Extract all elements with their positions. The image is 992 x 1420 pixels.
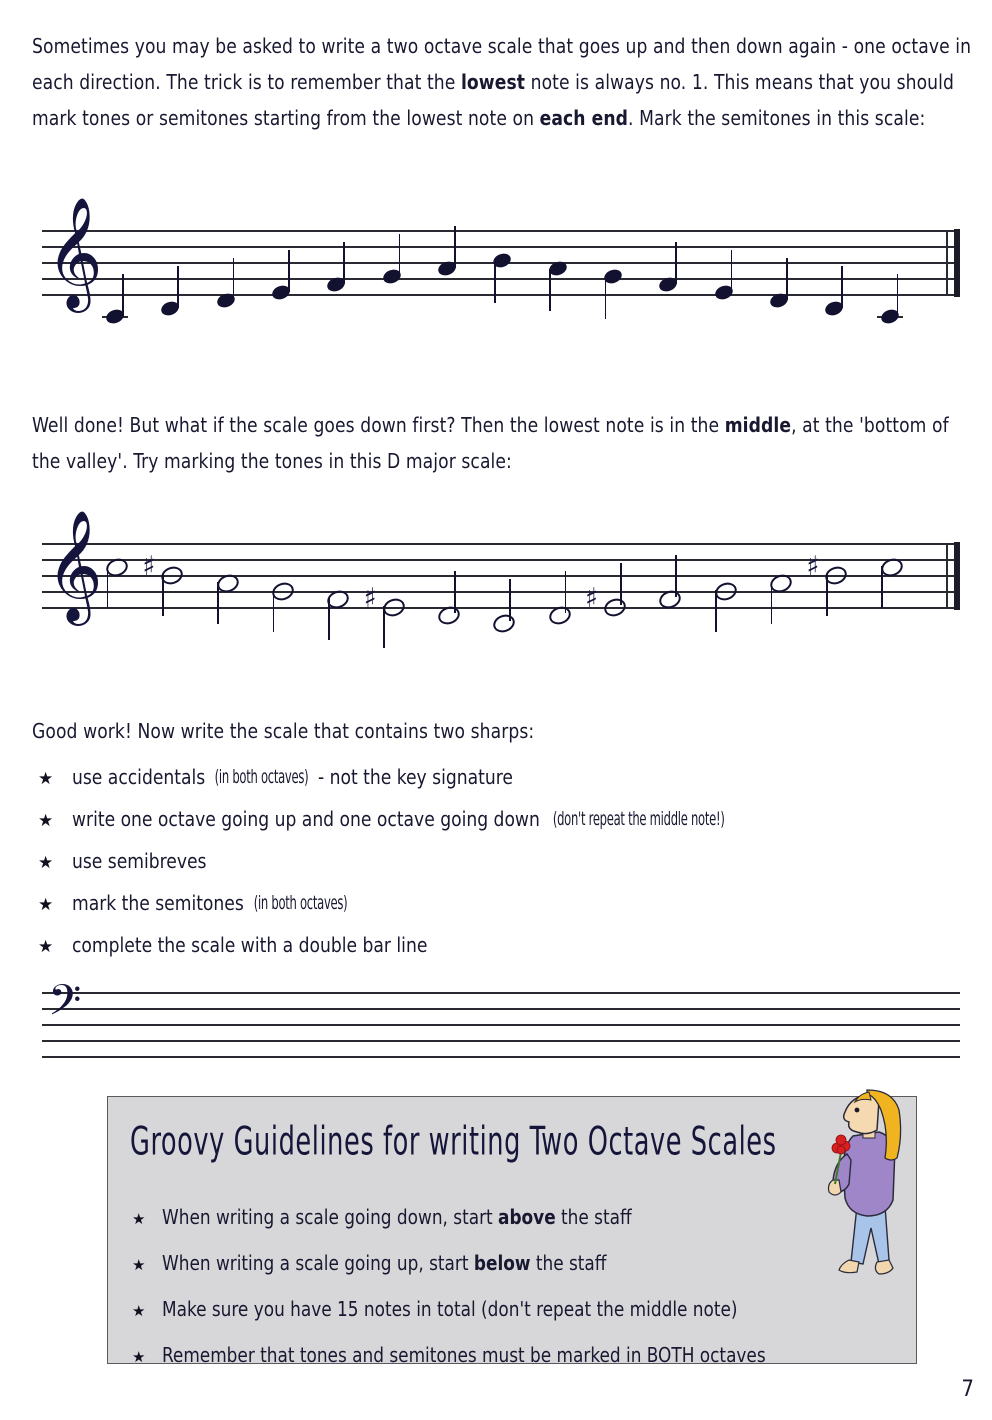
star-bullet-icon: ★ bbox=[38, 937, 54, 956]
staff-line bbox=[42, 294, 960, 296]
music-staff-answer-blank[interactable] bbox=[42, 976, 960, 1054]
bullet-main-text: use semibreves bbox=[72, 849, 207, 873]
task-bullet-label bbox=[72, 849, 207, 873]
note-stem bbox=[454, 226, 456, 268]
bullet-main-text: mark the semitones bbox=[72, 891, 250, 915]
barline-thin bbox=[946, 230, 948, 296]
note-stem bbox=[288, 250, 290, 292]
bullet-aside-note: (don't repeat the middle note!) bbox=[552, 807, 725, 830]
task-instruction-paragraph bbox=[32, 713, 971, 749]
note-stem bbox=[826, 574, 828, 616]
sharp-accidental-icon: ♯ bbox=[585, 583, 599, 614]
note-stem bbox=[731, 250, 733, 292]
treble-clef-icon: 𝄞 bbox=[46, 509, 103, 621]
note-stem bbox=[162, 574, 164, 616]
guideline-emphasis: below bbox=[473, 1251, 531, 1275]
guideline-text: Make sure you have 15 notes in total (don't repeat the middle note) bbox=[162, 1297, 738, 1321]
note-stem bbox=[233, 258, 235, 300]
notehead bbox=[491, 612, 517, 635]
note-stem bbox=[771, 582, 773, 624]
star-bullet-icon: ★ bbox=[38, 895, 54, 914]
guideline-emphasis: above bbox=[498, 1205, 556, 1229]
bullet-aside-note: (in both octaves) bbox=[253, 891, 348, 914]
intro-text-run-1: lowest bbox=[460, 70, 526, 94]
sharp-accidental-icon: ♯ bbox=[806, 551, 820, 582]
staff-lines bbox=[42, 196, 960, 310]
note-stem bbox=[217, 582, 219, 624]
intro-text-run-4: . Mark the semitones in this scale: bbox=[628, 106, 926, 130]
note-stem bbox=[881, 566, 883, 608]
intro-text-run-3: each end bbox=[539, 106, 629, 130]
bullet-main-text: write one octave going up and one octave going down bbox=[72, 807, 546, 831]
bullet-main-text: - not the key signature bbox=[312, 765, 513, 789]
note-stem bbox=[620, 563, 622, 605]
guideline-bullet-label bbox=[162, 1205, 632, 1229]
barline-thick bbox=[954, 229, 960, 297]
star-bullet-icon: ★ bbox=[38, 811, 54, 830]
guideline-bullet-label bbox=[162, 1297, 738, 1321]
task-bullet-list bbox=[32, 765, 992, 975]
note-stem bbox=[343, 242, 345, 284]
staff-line bbox=[42, 992, 960, 994]
note-stem bbox=[122, 274, 124, 316]
task-bullet-label bbox=[72, 891, 351, 915]
note-stem bbox=[383, 606, 385, 648]
note-stem bbox=[107, 566, 109, 608]
note-stem bbox=[509, 579, 511, 621]
second-text-run-2: , at the 'bottom of the valley'. Try marking the tones in this D major scale: bbox=[32, 413, 949, 473]
staff-line bbox=[42, 1008, 960, 1010]
staff-lines bbox=[42, 976, 960, 1054]
guidelines-title: Groovy Guidelines for writing Two Octave Scales bbox=[130, 1119, 777, 1166]
staff-lines bbox=[42, 509, 960, 623]
staff-line bbox=[42, 1056, 960, 1058]
note-stem bbox=[675, 555, 677, 597]
guideline-bullet-item bbox=[132, 1205, 892, 1251]
second-paragraph bbox=[32, 407, 971, 479]
note-stem bbox=[565, 571, 567, 613]
task-bullet-label bbox=[72, 807, 732, 831]
guideline-bullet-item bbox=[132, 1343, 892, 1389]
sharp-accidental-icon: ♯ bbox=[363, 583, 377, 614]
guideline-text: When writing a scale going up, start bbox=[162, 1251, 474, 1275]
music-staff-d-major bbox=[42, 509, 960, 623]
barline-thick bbox=[954, 542, 960, 610]
bullet-main-text: complete the scale with a double bar line bbox=[72, 933, 428, 957]
guideline-bullet-item bbox=[132, 1251, 892, 1297]
note-stem bbox=[494, 261, 496, 303]
star-bullet-icon: ★ bbox=[38, 853, 54, 872]
task-bullet-label bbox=[72, 765, 513, 789]
task-text-run-0: Good work! Now write the scale that contains two sharps: bbox=[32, 719, 535, 743]
intro-text-run-2: note is always no. 1. This means that you should mark tones or semitones starting from the lowest note on bbox=[32, 70, 954, 130]
task-bullet-item bbox=[32, 765, 992, 807]
star-bullet-icon: ★ bbox=[132, 1257, 146, 1274]
treble-clef-icon: 𝄞 bbox=[46, 196, 103, 308]
star-bullet-icon: ★ bbox=[132, 1211, 146, 1228]
intro-text-run-0: Sometimes you may be asked to write a two octave scale that goes up and then down again - one octave in each direction. The trick is to remember that the bbox=[32, 34, 972, 94]
staff-line bbox=[42, 1024, 960, 1026]
task-bullet-item bbox=[32, 933, 992, 975]
guideline-text: Remember that tones and semitones must be marked in BOTH octaves bbox=[162, 1343, 766, 1367]
note-stem bbox=[399, 234, 401, 276]
bass-clef-icon: 𝄢 bbox=[48, 976, 82, 1036]
note-stem bbox=[177, 266, 179, 308]
star-bullet-icon: ★ bbox=[132, 1349, 146, 1366]
note-stem bbox=[605, 277, 607, 319]
note-stem bbox=[715, 590, 717, 632]
staff-line bbox=[42, 591, 960, 593]
staff-line bbox=[42, 1040, 960, 1042]
page-number: 7 bbox=[961, 1377, 974, 1402]
guideline-text: the staff bbox=[530, 1251, 607, 1275]
barline-thin bbox=[946, 543, 948, 609]
task-bullet-item bbox=[32, 849, 992, 891]
guideline-bullet-label bbox=[162, 1251, 606, 1275]
note-stem bbox=[841, 266, 843, 308]
bullet-aside-note: (in both octaves) bbox=[214, 765, 309, 788]
task-bullet-item bbox=[32, 807, 992, 849]
task-bullet-label bbox=[72, 933, 427, 957]
guidelines-bullet-list bbox=[132, 1205, 892, 1389]
note-stem bbox=[897, 274, 899, 316]
note-stem bbox=[786, 258, 788, 300]
staff-line bbox=[42, 559, 960, 561]
music-staff-c-major bbox=[42, 196, 960, 310]
guideline-bullet-item bbox=[132, 1297, 892, 1343]
star-bullet-icon: ★ bbox=[38, 769, 54, 788]
guideline-text: the staff bbox=[555, 1205, 632, 1229]
bullet-main-text: use accidentals bbox=[72, 765, 211, 789]
sharp-accidental-icon: ♯ bbox=[142, 551, 156, 582]
task-bullet-item bbox=[32, 891, 992, 933]
groovy-guidelines-box bbox=[107, 1096, 917, 1367]
note-stem bbox=[675, 242, 677, 284]
second-text-run-0: Well done! But what if the scale goes down first? Then the lowest note is in the bbox=[32, 413, 725, 437]
note-stem bbox=[549, 269, 551, 311]
staff-line bbox=[42, 607, 960, 609]
staff-line bbox=[42, 230, 960, 232]
note-stem bbox=[273, 590, 275, 632]
note-stem bbox=[328, 598, 330, 640]
notehead bbox=[602, 596, 628, 619]
star-bullet-icon: ★ bbox=[132, 1303, 146, 1320]
staff-line bbox=[42, 278, 960, 280]
second-text-run-1: middle bbox=[724, 413, 792, 437]
staff-line bbox=[42, 246, 960, 248]
intro-paragraph bbox=[32, 28, 971, 136]
guideline-text: When writing a scale going down, start bbox=[162, 1205, 499, 1229]
note-stem bbox=[454, 571, 456, 613]
guideline-bullet-label bbox=[162, 1343, 766, 1367]
staff-line bbox=[42, 543, 960, 545]
